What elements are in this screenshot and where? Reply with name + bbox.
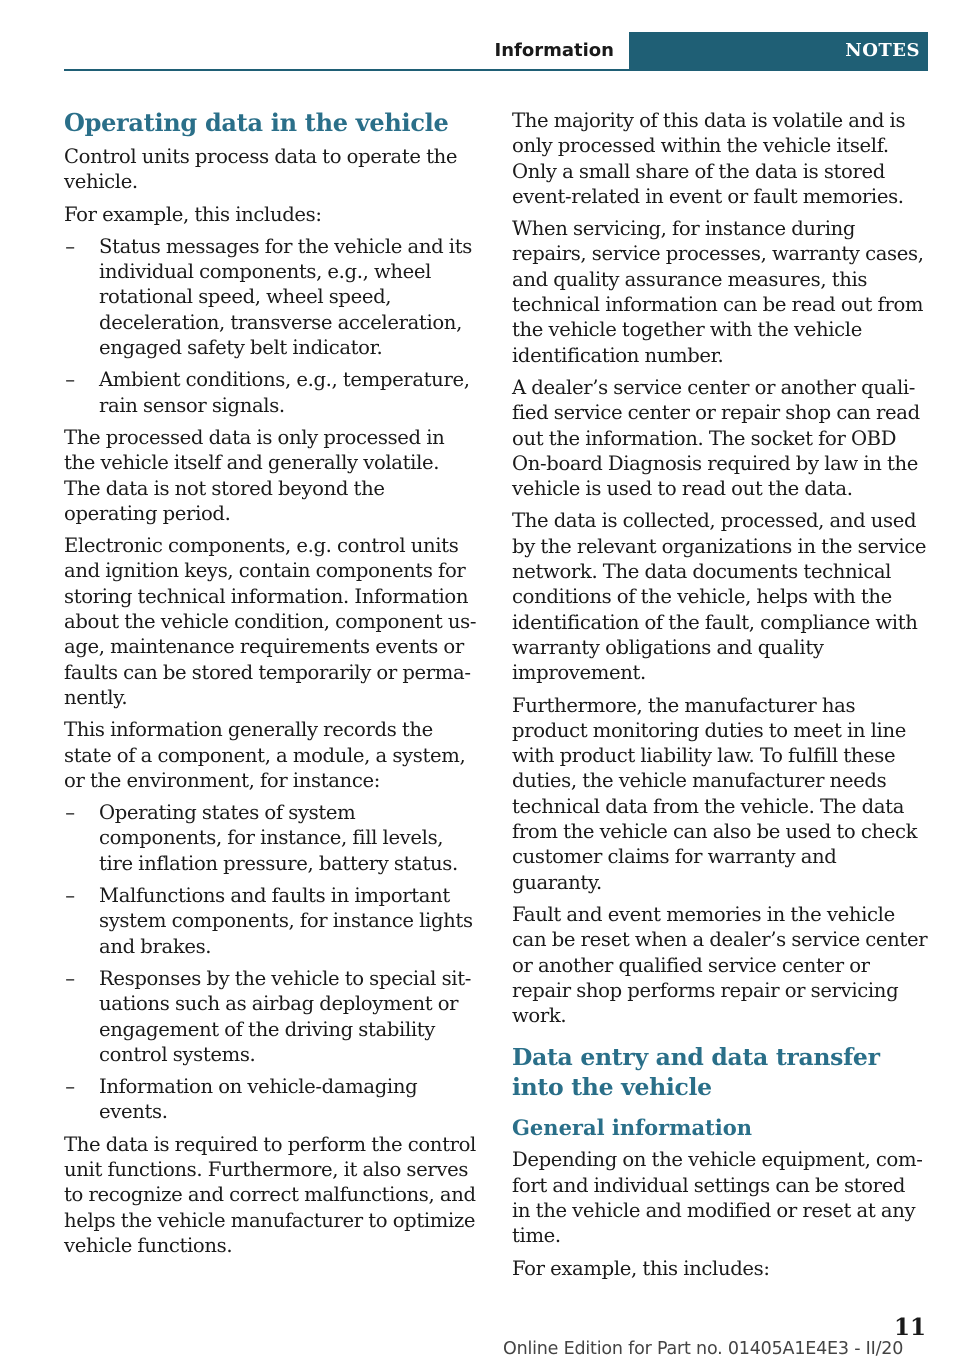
paragraph: Fault and event memories in the vehicle can be reset when a dealer’s service center or another qualified service center or repair shop performs repair or servicing work. — [512, 902, 928, 1028]
paragraph: For example, this includes: — [512, 1256, 770, 1280]
list-item-text: Information on vehicle-damaging events. — [99, 1075, 418, 1124]
list-item-text: Malfunctions and faults in important system components, for instance lights and brakes. — [99, 884, 473, 958]
heading-data-entry: Data entry and data transfer into the vehicle — [512, 1043, 880, 1102]
list-item — [64, 1074, 478, 1125]
header-section-title: Information — [494, 40, 614, 61]
paragraph: Furthermore, the manufacturer has product monitoring duties to meet in line with product liability law. To fulfill these duties, the vehicle manufacturer needs technical data from the vehicle. The data from the vehicle can also be used to check customer claims for warranty and guaranty. — [512, 693, 918, 894]
heading-operating-data: Operating data in the vehicle — [64, 108, 449, 137]
paragraph: This information generally records the state of a component, a module, a system, or the environment, for instance: — [64, 718, 466, 792]
paragraph: The majority of this data is volatile and is only processed within the vehicle itself. Only a small share of the data is stored event-related in event or fault memories. — [512, 109, 906, 208]
dash-bullet-icon: – — [65, 884, 75, 908]
list-item — [64, 883, 478, 959]
paragraph: Control units process data to operate the vehicle. — [64, 145, 458, 194]
page-number: 11 — [893, 1314, 926, 1341]
list-item — [64, 367, 478, 418]
list-item — [64, 966, 478, 1067]
dash-bullet-icon: – — [65, 1075, 75, 1099]
dash-bullet-icon: – — [65, 801, 75, 825]
bullet-list — [64, 234, 478, 418]
paragraph: The processed data is only processed in the vehicle itself and generally volatile. The data is not stored beyond the operating period. — [64, 425, 445, 525]
list-item — [64, 800, 478, 876]
paragraph: Depending on the vehicle equipment, comfort and individual settings can be stored in the vehicle and modified or reset at any time. — [512, 1148, 923, 1248]
left-column — [64, 108, 478, 1265]
paragraph: The data is collected, processed, and used by the relevant organizations in the service network. The data documents technical conditions of the vehicle, helps with the identification of the fault, compliance with warranty obligations and quality improvement. — [512, 509, 927, 685]
bullet-list — [64, 800, 478, 1125]
subheading-general-information: General information — [512, 1115, 753, 1141]
footer-edition-text: Online Edition for Part no. 01405A1E4E3 - II/20 — [503, 1339, 904, 1359]
paragraph: A dealer’s service center or another qualified service center or repair shop can read out the information. The socket for OBD On-board Diagnosis required by law in the vehicle is used to read out the data. — [512, 375, 920, 501]
list-item-text: Responses by the vehicle to special situations such as airbag deployment or engagement of the driving stability control systems. — [99, 966, 472, 1066]
list-item-text: Ambient conditions, e.g., temperature, rain sensor signals. — [99, 368, 470, 417]
paragraph: The data is required to perform the control unit functions. Furthermore, it also serves to recognize and correct malfunctions, and helps the vehicle manufacturer to optimize vehicle functions. — [64, 1132, 476, 1257]
list-item-text: Status messages for the vehicle and its individual components, e.g., wheel rotational speed, wheel speed, deceleration, transverse acceleration, engaged safety belt indicator. — [99, 234, 472, 360]
dash-bullet-icon: – — [65, 368, 75, 392]
paragraph: When servicing, for instance during repairs, service processes, warranty cases, and quality assurance measures, this technical information can be read out from the vehicle together with the vehicle identification number. — [512, 217, 924, 367]
list-item-text: Operating states of system components, for instance, fill levels, tire inflation pressure, battery status. — [99, 801, 458, 875]
header-notes-tab: NOTES — [629, 32, 928, 70]
right-column — [512, 108, 928, 1288]
dash-bullet-icon: – — [65, 234, 75, 258]
paragraph: For example, this includes: — [64, 202, 322, 226]
paragraph: Electronic components, e.g. control units and ignition keys, contain components for storing technical information. Information about the vehicle condition, component usage, maintenance requirements events or faults can be stored temporarily or permanently. — [64, 534, 477, 709]
dash-bullet-icon: – — [65, 966, 75, 990]
list-item — [64, 234, 478, 360]
